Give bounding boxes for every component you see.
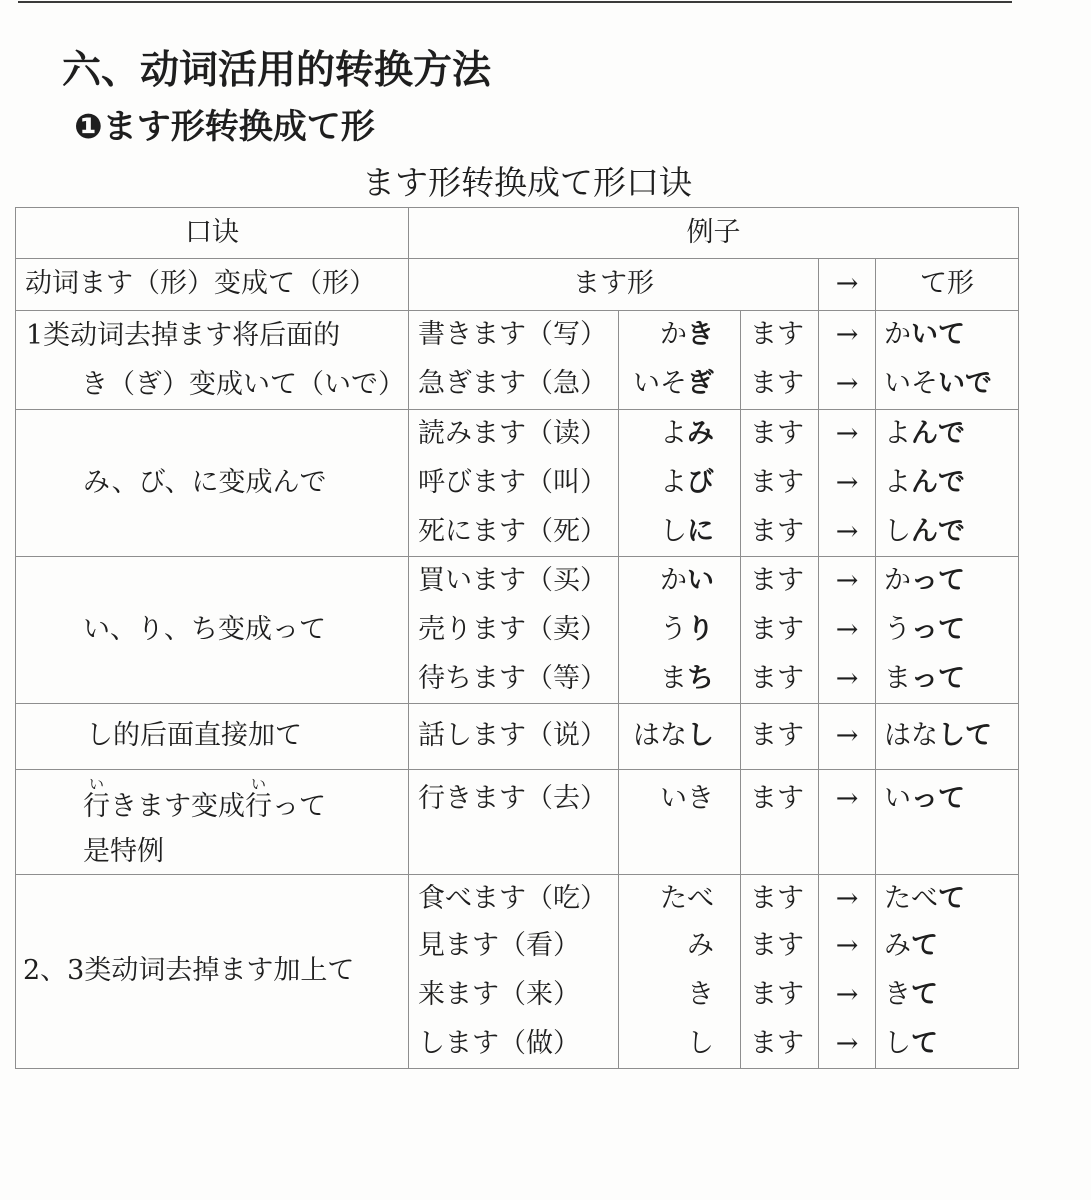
te-form-plain: う xyxy=(884,613,911,645)
arrow-cell: → xyxy=(819,606,876,655)
rule-line: い、り、ち变成って xyxy=(83,613,326,645)
te-form-cell xyxy=(876,875,1019,923)
masu-cell: ます xyxy=(741,704,819,770)
rule-text: きます变成 xyxy=(110,791,245,822)
rule-line: 1类动词去掉ます将后面的 xyxy=(26,320,341,351)
stem-bold-ending: い xyxy=(687,565,714,597)
te-form-cell xyxy=(876,770,1019,875)
table-row xyxy=(16,311,1019,361)
stem-bold-ending: ち xyxy=(687,662,714,694)
stem-cell xyxy=(619,923,741,971)
stem-plain: よ xyxy=(660,466,687,498)
te-form-plain: ま xyxy=(884,662,911,694)
stem-plain: か xyxy=(660,319,687,351)
masu-cell: ます xyxy=(741,508,819,557)
te-form-bold-ending: いて xyxy=(911,319,965,351)
header-row xyxy=(16,259,1019,311)
te-form-plain: き xyxy=(884,978,911,1010)
te-form-bold-ending: んで xyxy=(911,466,965,498)
rule-cell xyxy=(16,311,409,410)
te-form-bold-ending: って xyxy=(911,613,965,645)
masu-cell: ます xyxy=(741,360,819,410)
verb-cell: 話します（说） xyxy=(409,704,619,770)
verb-cell: 待ちます（等） xyxy=(409,655,619,704)
masu-cell: ます xyxy=(741,770,819,875)
te-form-bold-ending: て xyxy=(911,978,938,1010)
stem-cell xyxy=(619,704,741,770)
stem-plain: き xyxy=(687,978,714,1010)
te-form-cell xyxy=(876,923,1019,971)
stem-cell xyxy=(619,557,741,606)
rule-text: って xyxy=(272,791,326,822)
te-form-conversion-table xyxy=(15,207,1019,1069)
te-form-plain: か xyxy=(884,319,911,351)
masu-cell: ます xyxy=(741,1020,819,1069)
stem-bold-ending: び xyxy=(687,466,714,498)
stem-cell xyxy=(619,508,741,557)
top-rule-line xyxy=(18,1,1012,3)
te-form-cell xyxy=(876,971,1019,1020)
te-form-bold-ending: んで xyxy=(911,418,965,450)
arrow-cell: → xyxy=(819,655,876,704)
arrow-cell: → xyxy=(819,923,876,971)
stem-plain: か xyxy=(660,565,687,597)
rule-cell xyxy=(16,875,409,1069)
stem-plain: し xyxy=(660,515,687,547)
rule-line: き（ぎ）变成いて（いで） xyxy=(81,369,405,400)
arrow-cell: → xyxy=(819,508,876,557)
stem-bold-ending: り xyxy=(687,613,714,645)
table-caption: ます形转换成て形口诀 xyxy=(362,163,692,202)
stem-bold-ending: ぎ xyxy=(687,368,714,400)
table-body xyxy=(16,311,1019,1069)
te-form-bold-ending: んで xyxy=(911,515,965,547)
te-form-plain: たべ xyxy=(884,882,938,914)
arrow-cell: → xyxy=(819,704,876,770)
te-form-cell xyxy=(876,459,1019,508)
te-form-bold-ending: いで xyxy=(938,368,992,400)
te-form-plain: し xyxy=(884,515,911,547)
verb-cell: します（做） xyxy=(409,1020,619,1069)
stem-bold-ending: き xyxy=(687,319,714,351)
stem-cell xyxy=(619,1020,741,1069)
masu-cell: ます xyxy=(741,655,819,704)
subsection-heading: ❶ます形转换成て形 xyxy=(74,107,375,147)
verb-cell: 急ぎます（急） xyxy=(409,360,619,410)
furigana-ruby xyxy=(83,775,110,822)
stem-plain: はな xyxy=(633,720,687,752)
header-rule-cell: 口诀 xyxy=(16,208,409,259)
verb-cell: 見ます（看） xyxy=(409,923,619,971)
masu-cell: ます xyxy=(741,923,819,971)
te-form-plain: いそ xyxy=(884,368,938,400)
te-form-cell xyxy=(876,410,1019,459)
arrow-cell: → xyxy=(819,770,876,875)
te-form-bold-ending: て xyxy=(911,1027,938,1059)
masu-cell: ます xyxy=(741,971,819,1020)
verb-cell: 読みます（读） xyxy=(409,410,619,459)
te-form-cell xyxy=(876,360,1019,410)
furigana: い xyxy=(245,775,272,793)
masu-cell: ます xyxy=(741,459,819,508)
stem-cell xyxy=(619,311,741,361)
rule-line xyxy=(83,775,408,829)
te-form-plain: い xyxy=(884,783,911,814)
stem-cell xyxy=(619,360,741,410)
verb-cell: 売ります（卖） xyxy=(409,606,619,655)
stem-cell xyxy=(619,770,741,875)
te-form-plain: か xyxy=(884,565,911,597)
header-rule-desc: 动词ます（形）变成て（形） xyxy=(16,259,409,311)
table-row xyxy=(16,557,1019,606)
te-form-cell xyxy=(876,557,1019,606)
te-form-cell xyxy=(876,655,1019,704)
stem-plain: いき xyxy=(660,783,714,814)
rule-cell xyxy=(16,410,409,557)
te-form-bold-ending: て xyxy=(938,882,965,914)
arrow-cell: → xyxy=(819,410,876,459)
ruby-base: 行 xyxy=(83,791,110,822)
verb-cell: 食べます（吃） xyxy=(409,875,619,923)
header-te-form: て形 xyxy=(876,259,1019,311)
te-form-plain: よ xyxy=(884,466,911,498)
te-form-bold-ending: って xyxy=(911,662,965,694)
rule-cell xyxy=(16,770,409,875)
ruby-base: 行 xyxy=(245,791,272,822)
te-form-bold-ending: して xyxy=(938,720,992,752)
stem-cell xyxy=(619,655,741,704)
table-row xyxy=(16,410,1019,459)
arrow-cell: → xyxy=(819,875,876,923)
stem-plain: み xyxy=(687,930,714,962)
te-form-bold-ending: て xyxy=(911,930,938,962)
table-row xyxy=(16,875,1019,923)
masu-cell: ます xyxy=(741,410,819,459)
te-form-cell xyxy=(876,508,1019,557)
stem-cell xyxy=(619,606,741,655)
stem-plain: う xyxy=(660,613,687,645)
arrow-cell: → xyxy=(819,459,876,508)
te-form-cell xyxy=(876,311,1019,361)
header-row xyxy=(16,208,1019,259)
masu-cell: ます xyxy=(741,606,819,655)
verb-cell: 呼びます（叫） xyxy=(409,459,619,508)
table-row xyxy=(16,704,1019,770)
arrow-cell: → xyxy=(819,971,876,1020)
arrow-cell: → xyxy=(819,1020,876,1069)
verb-cell: 買います（买） xyxy=(409,557,619,606)
te-form-cell xyxy=(876,1020,1019,1069)
rule-line: 是特例 xyxy=(83,836,164,867)
rule-line: 2、3类动词去掉ます加上て xyxy=(23,955,355,987)
te-form-cell xyxy=(876,704,1019,770)
stem-cell xyxy=(619,410,741,459)
te-form-bold-ending: って xyxy=(911,783,965,814)
masu-cell: ます xyxy=(741,875,819,923)
furigana: い xyxy=(83,775,110,793)
rule-line: み、び、に变成んで xyxy=(83,466,327,498)
rule-cell xyxy=(16,704,409,770)
stem-cell xyxy=(619,459,741,508)
verb-cell: 書きます（写） xyxy=(409,311,619,361)
stem-plain: たべ xyxy=(660,882,714,914)
arrow-cell: → xyxy=(819,311,876,361)
furigana-ruby xyxy=(245,775,272,822)
stem-cell xyxy=(619,971,741,1020)
header-masu-form: ます形 xyxy=(409,259,819,311)
stem-bold-ending: し xyxy=(687,720,714,752)
header-arrow: → xyxy=(819,259,876,311)
te-form-bold-ending: って xyxy=(911,565,965,597)
stem-plain: ま xyxy=(660,662,687,694)
stem-cell xyxy=(619,875,741,923)
header-example-cell: 例子 xyxy=(409,208,1019,259)
masu-cell: ます xyxy=(741,557,819,606)
section-heading: 六、动词活用的转换方法 xyxy=(62,48,492,93)
arrow-cell: → xyxy=(819,360,876,410)
stem-plain: し xyxy=(687,1027,714,1059)
verb-cell: 行きます（去） xyxy=(409,770,619,875)
te-form-plain: み xyxy=(884,930,911,962)
arrow-cell: → xyxy=(819,557,876,606)
verb-cell: 死にます（死） xyxy=(409,508,619,557)
te-form-plain: よ xyxy=(884,418,911,450)
stem-bold-ending: み xyxy=(687,418,714,450)
masu-cell: ます xyxy=(741,311,819,361)
te-form-plain: し xyxy=(884,1027,911,1059)
table-row xyxy=(16,770,1019,875)
te-form-cell xyxy=(876,606,1019,655)
te-form-plain: はな xyxy=(884,720,938,752)
stem-plain: よ xyxy=(660,418,687,450)
stem-plain: いそ xyxy=(633,368,687,400)
verb-cell: 来ます（来） xyxy=(409,971,619,1020)
rule-line: し的后面直接加て xyxy=(86,720,302,752)
stem-bold-ending: に xyxy=(687,515,714,547)
rule-cell xyxy=(16,557,409,704)
